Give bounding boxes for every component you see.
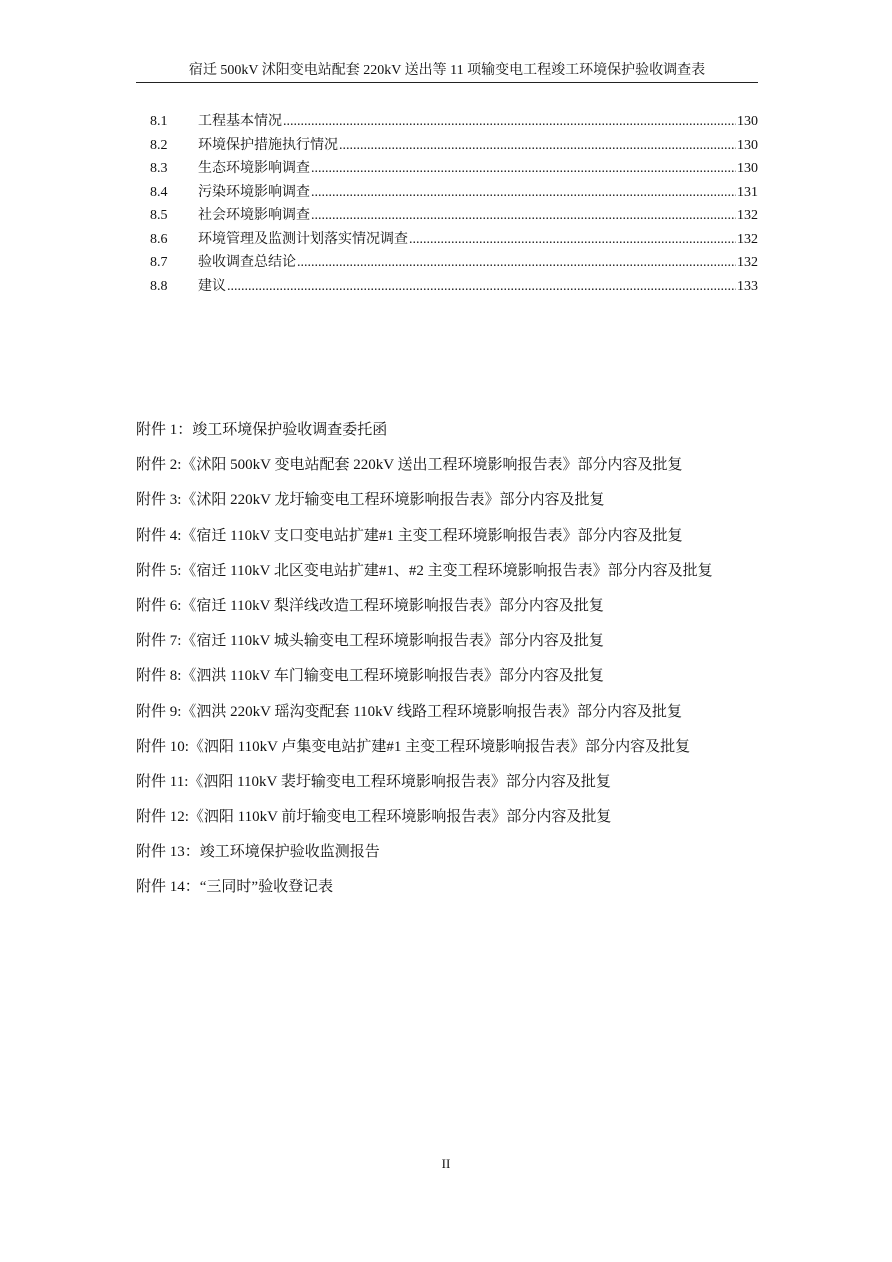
toc-title: 社会环境影响调查 [198, 208, 310, 223]
attachment-item[interactable]: 附件 13：竣工环境保护验收监测报告 [136, 844, 380, 861]
toc-title: 生态环境影响调查 [198, 161, 310, 176]
attachment-item[interactable]: 附件 10:《泗阳 110kV 卢集变电站扩建#1 主变工程环境影响报告表》部分内容及批复 [136, 738, 691, 755]
attachment-item[interactable]: 附件 14：“三同时”验收登记表 [136, 879, 334, 896]
toc-page: 133 [737, 278, 758, 294]
toc-page: 131 [737, 184, 758, 200]
toc-page: 132 [737, 231, 758, 247]
toc-number: 8.2 [150, 137, 168, 153]
attachment-item[interactable]: 附件 12:《泗阳 110kV 前圩输变电工程环境影响报告表》部分内容及批复 [136, 809, 612, 826]
attachment-list [136, 418, 776, 911]
attachment-item[interactable]: 附件 9:《泗洪 220kV 瑶沟变配套 110kV 线路工程环境影响报告表》部分内容及批复 [136, 703, 682, 720]
toc-leader-dots [283, 110, 736, 134]
toc-leader-dots [311, 204, 736, 228]
toc-title: 建议 [198, 278, 226, 294]
table-of-contents [150, 110, 758, 298]
toc-page: 130 [737, 137, 758, 153]
toc-number: 8.1 [150, 114, 168, 129]
toc-number: 8.4 [150, 184, 168, 200]
attachment-item[interactable]: 附件 5:《宿迁 110kV 北区变电站扩建#1、#2 主变工程环境影响报告表》部分内容及批复 [136, 562, 713, 579]
toc-entry[interactable] [150, 251, 758, 275]
attachment-item[interactable]: 附件 2:《沭阳 500kV 变电站配套 220kV 送出工程环境影响报告表》部分内容及批复 [136, 457, 683, 474]
toc-leader-dots [311, 157, 736, 181]
running-header: 宿迁 500kV 沭阳变电站配套 220kV 送出等 11 项输变电工程竣工环境保护验收调查表 [188, 63, 706, 78]
toc-number: 8.6 [150, 231, 168, 247]
toc-leader-dots [227, 275, 736, 299]
toc-number: 8.8 [150, 278, 168, 294]
toc-entry[interactable] [150, 110, 758, 134]
toc-number: 8.3 [150, 161, 168, 176]
toc-title: 工程基本情况 [198, 114, 282, 129]
attachment-item[interactable]: 附件 4:《宿迁 110kV 支口变电站扩建#1 主变工程环境影响报告表》部分内容及批复 [136, 527, 683, 544]
attachment-item[interactable]: 附件 1：竣工环境保护验收调查委托函 [136, 422, 388, 438]
toc-title: 验收调查总结论 [198, 255, 296, 270]
attachment-item[interactable]: 附件 6:《宿迁 110kV 梨洋线改造工程环境影响报告表》部分内容及批复 [136, 597, 604, 614]
toc-number: 8.5 [150, 208, 168, 223]
toc-leader-dots [311, 181, 736, 205]
toc-page: 132 [737, 255, 758, 270]
toc-entry[interactable] [150, 181, 758, 205]
attachment-item[interactable]: 附件 3:《沭阳 220kV 龙圩输变电工程环境影响报告表》部分内容及批复 [136, 492, 605, 509]
toc-entry[interactable] [150, 204, 758, 228]
toc-entry[interactable] [150, 228, 758, 252]
toc-entry[interactable] [150, 275, 758, 299]
toc-title: 污染环境影响调查 [198, 184, 310, 200]
attachment-item[interactable]: 附件 11:《泗阳 110kV 裴圩输变电工程环境影响报告表》部分内容及批复 [136, 773, 611, 790]
attachment-item[interactable]: 附件 7:《宿迁 110kV 城头输变电工程环境影响报告表》部分内容及批复 [136, 633, 604, 650]
header-rule [136, 82, 758, 83]
toc-leader-dots [409, 228, 736, 252]
toc-page: 130 [737, 161, 758, 176]
toc-number: 8.7 [150, 255, 168, 270]
toc-entry[interactable] [150, 157, 758, 181]
page-number: II [441, 1156, 451, 1171]
toc-page: 130 [737, 114, 758, 129]
toc-leader-dots [297, 251, 736, 275]
attachment-item[interactable]: 附件 8:《泗洪 110kV 车门输变电工程环境影响报告表》部分内容及批复 [136, 668, 604, 685]
toc-page: 132 [737, 208, 758, 223]
toc-title: 环境管理及监测计划落实情况调查 [198, 231, 408, 247]
toc-entry[interactable] [150, 134, 758, 158]
toc-leader-dots [339, 134, 736, 158]
toc-title: 环境保护措施执行情况 [198, 137, 338, 153]
